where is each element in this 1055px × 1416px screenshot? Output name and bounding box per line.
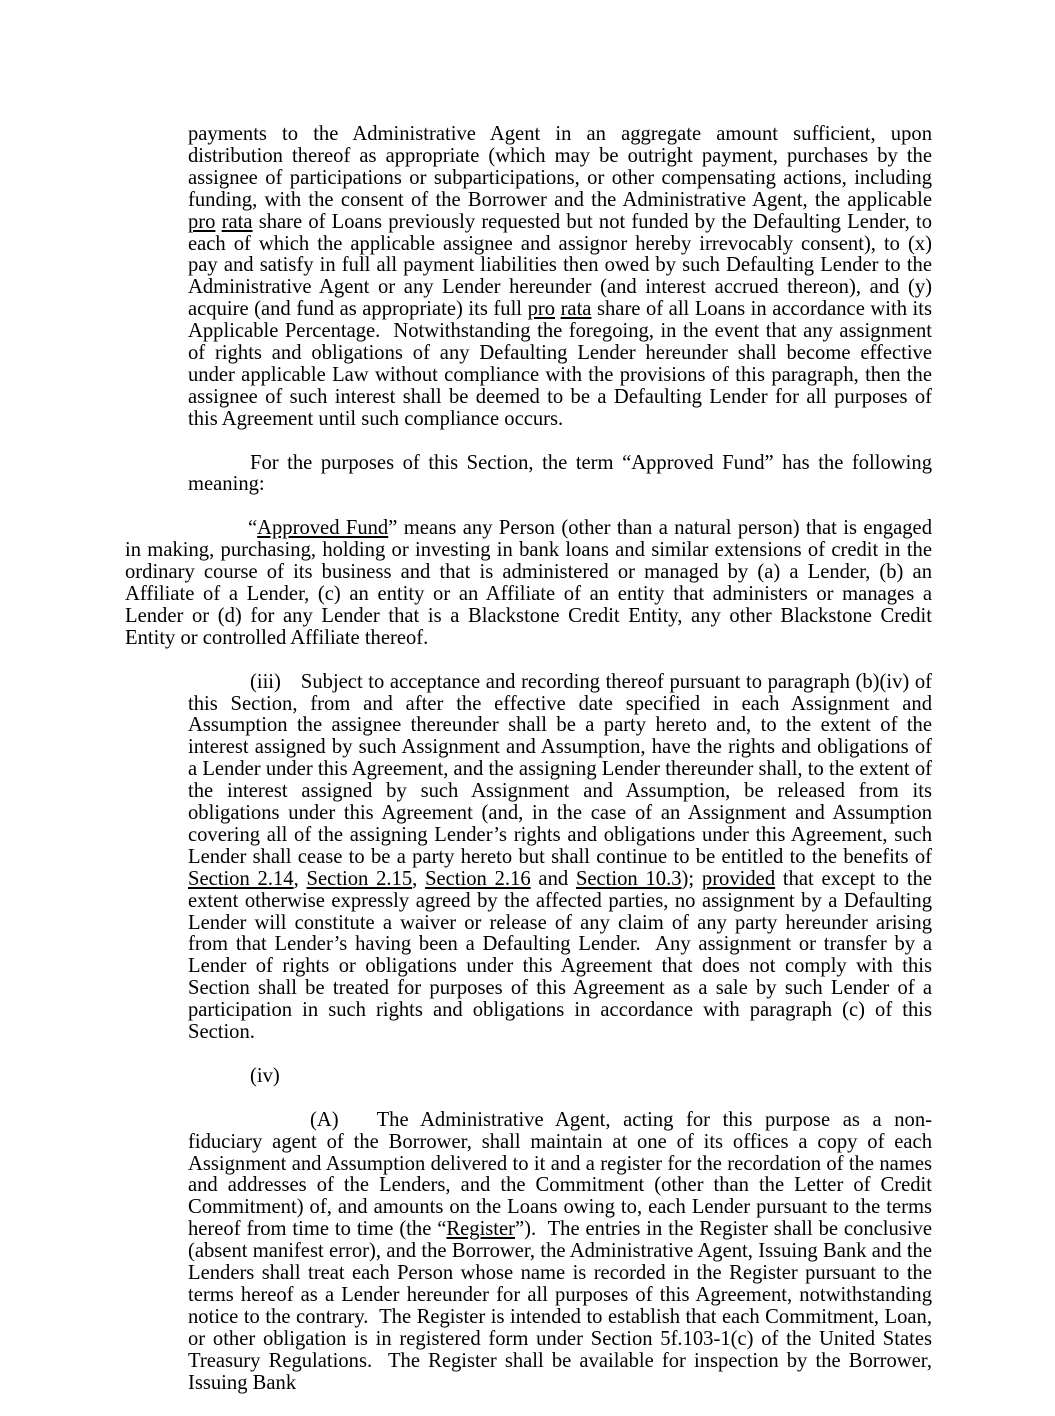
underlined-term: rata [560, 298, 592, 321]
underlined-term: Section 2.15 [306, 867, 413, 890]
text-segment: Subject to acceptance and recording thereof pursuant to paragraph (b)(iv) of this Section, from and after the effective date specified in each Assignment and Assumption the assignee thereunder shall be a party hereto and, to the extent of the interest assigned by such Assignment and Assumption, have the rights and obligations of a Lender under this Agreement, and the assigning Lender thereunder shall, to the extent of the interest assigned by such Assignment and Assumption, be released from its obligations under this Agreement (and, in the case of an Assignment and Assumption covering all of the assigning Lender’s rights and obligations under this Agreement, such Lender shall cease to be a party hereto but shall continue to be entitled to the benefits of [188, 670, 932, 868]
text-segment: , [293, 867, 307, 890]
underlined-term: pro [188, 210, 216, 233]
text-segment: , [412, 867, 426, 890]
text-segment: payments to the Administrative Agent in an aggregate amount sufficient, upon distribution thereof as appropriate (which may be outright payment, purchases by the assignee of participations or subparticipations, or other compensating actions, including funding, with the consent of the Borrower and the Administrative Agent, the applicable [188, 123, 932, 211]
paragraph-clause-a-register [188, 1110, 932, 1395]
underlined-term: rata [221, 210, 253, 233]
text-segment: ” means any Person (other than a natural person) that is engaged in making, purchasing, holding or investing in bank loans and similar extensions of credit in the ordinary course of its business and that is administered or managed by (a) a Lender, (b) an Affiliate of a Lender, (c) an entity or an Affiliate of an entity that administers or manages a Lender or (d) for any Lender that is a Blackstone Credit Entity, any other Blackstone Credit Entity or controlled Affiliate thereof. [125, 517, 932, 649]
text-segment: For the purposes of this Section, the term “Approved Fund” has the following meaning: [188, 451, 932, 496]
underlined-term: Section 10.3 [575, 867, 682, 890]
paragraph-defaulting-lender-assignment [188, 124, 932, 431]
text-segment: (iv) [250, 1064, 280, 1087]
text-segment: “ [248, 517, 258, 540]
text-segment: share of Loans previously requested but not funded by the Defaulting Lender, to each of which the applicable assignee and assignor hereby irrevocably consent), to (x) pay and satisfy in full all payment liabilities then owed by such Defaulting Lender to the Administrative Agent or any Lender hereunder (and interest accrued thereon), and (y) acquire (and fund as appropriate) its full [188, 210, 932, 321]
underlined-term: Section 2.14 [188, 867, 294, 890]
underlined-term: Section 2.16 [425, 867, 531, 890]
underlined-term: Register [446, 1218, 516, 1241]
text-segment: share of all Loans in accordance with its Applicable Percentage. Notwithstanding the foregoing, in the event that any assignment of rights and obligations of any Defaulting Lender hereunder shall become effective under applicable Law without compliance with the provisions of this paragraph, then the assignee of such interest shall be deemed to be a Defaulting Lender for all purposes of this Agreement until such compliance occurs. [188, 298, 932, 430]
text-segment: and [530, 867, 576, 890]
paragraph-approved-fund-definition [125, 518, 932, 649]
underlined-term: Approved Fund [257, 517, 389, 540]
text-segment: (A) [310, 1108, 339, 1131]
text-segment: ); [681, 867, 702, 890]
paragraph-clause-iii [188, 672, 932, 1044]
document-content [125, 124, 932, 1416]
paragraph-clause-iv-label [188, 1066, 932, 1088]
text-segment: that except to the extent otherwise expressly agreed by the affected parties, no assignment by a Defaulting Lender will constitute a waiver or release of any claim of any party hereunder arising from that Lender’s having been a Defaulting Lender. Any assignment or transfer by a Lender of rights or obligations under this Agreement that does not comply with this Section shall be treated for purposes of this Agreement as a sale by such Lender of a participation in such rights and obligations in accordance with paragraph (c) of this Section. [188, 867, 933, 1044]
text-segment: The Administrative Agent, acting for this purpose as a non-fiduciary agent of the Borrower, shall maintain at one of its offices a copy of each Assignment and Assumption delivered to it and a register for the recordation of the names and addresses of the Lenders, and the Commitment (other than the Letter of Credit Commitment) of, and amounts on the Loans owing to, each Lender pursuant to the terms hereof from time to time (the “ [188, 1108, 932, 1241]
underlined-term: pro [527, 298, 556, 321]
text-segment: (iii) [250, 670, 281, 693]
text-segment: ”). The entries in the Register shall be conclusive (absent manifest error), and the Borrower, the Administrative Agent, Issuing Bank and the Lenders shall treat each Person whose name is recorded in the Register pursuant to the terms hereof as a Lender hereunder for all purposes of this Agreement, notwithstanding notice to the contrary. The Register is intended to establish that each Commitment, Loan, or other obligation is in registered form under Section 5f.103-1(c) of the United States Treasury Regulations. The Register shall be available for inspection by the Borrower, Issuing Bank [188, 1218, 932, 1394]
underlined-term: provided [701, 867, 776, 890]
paragraph-approved-fund-intro [188, 453, 932, 497]
